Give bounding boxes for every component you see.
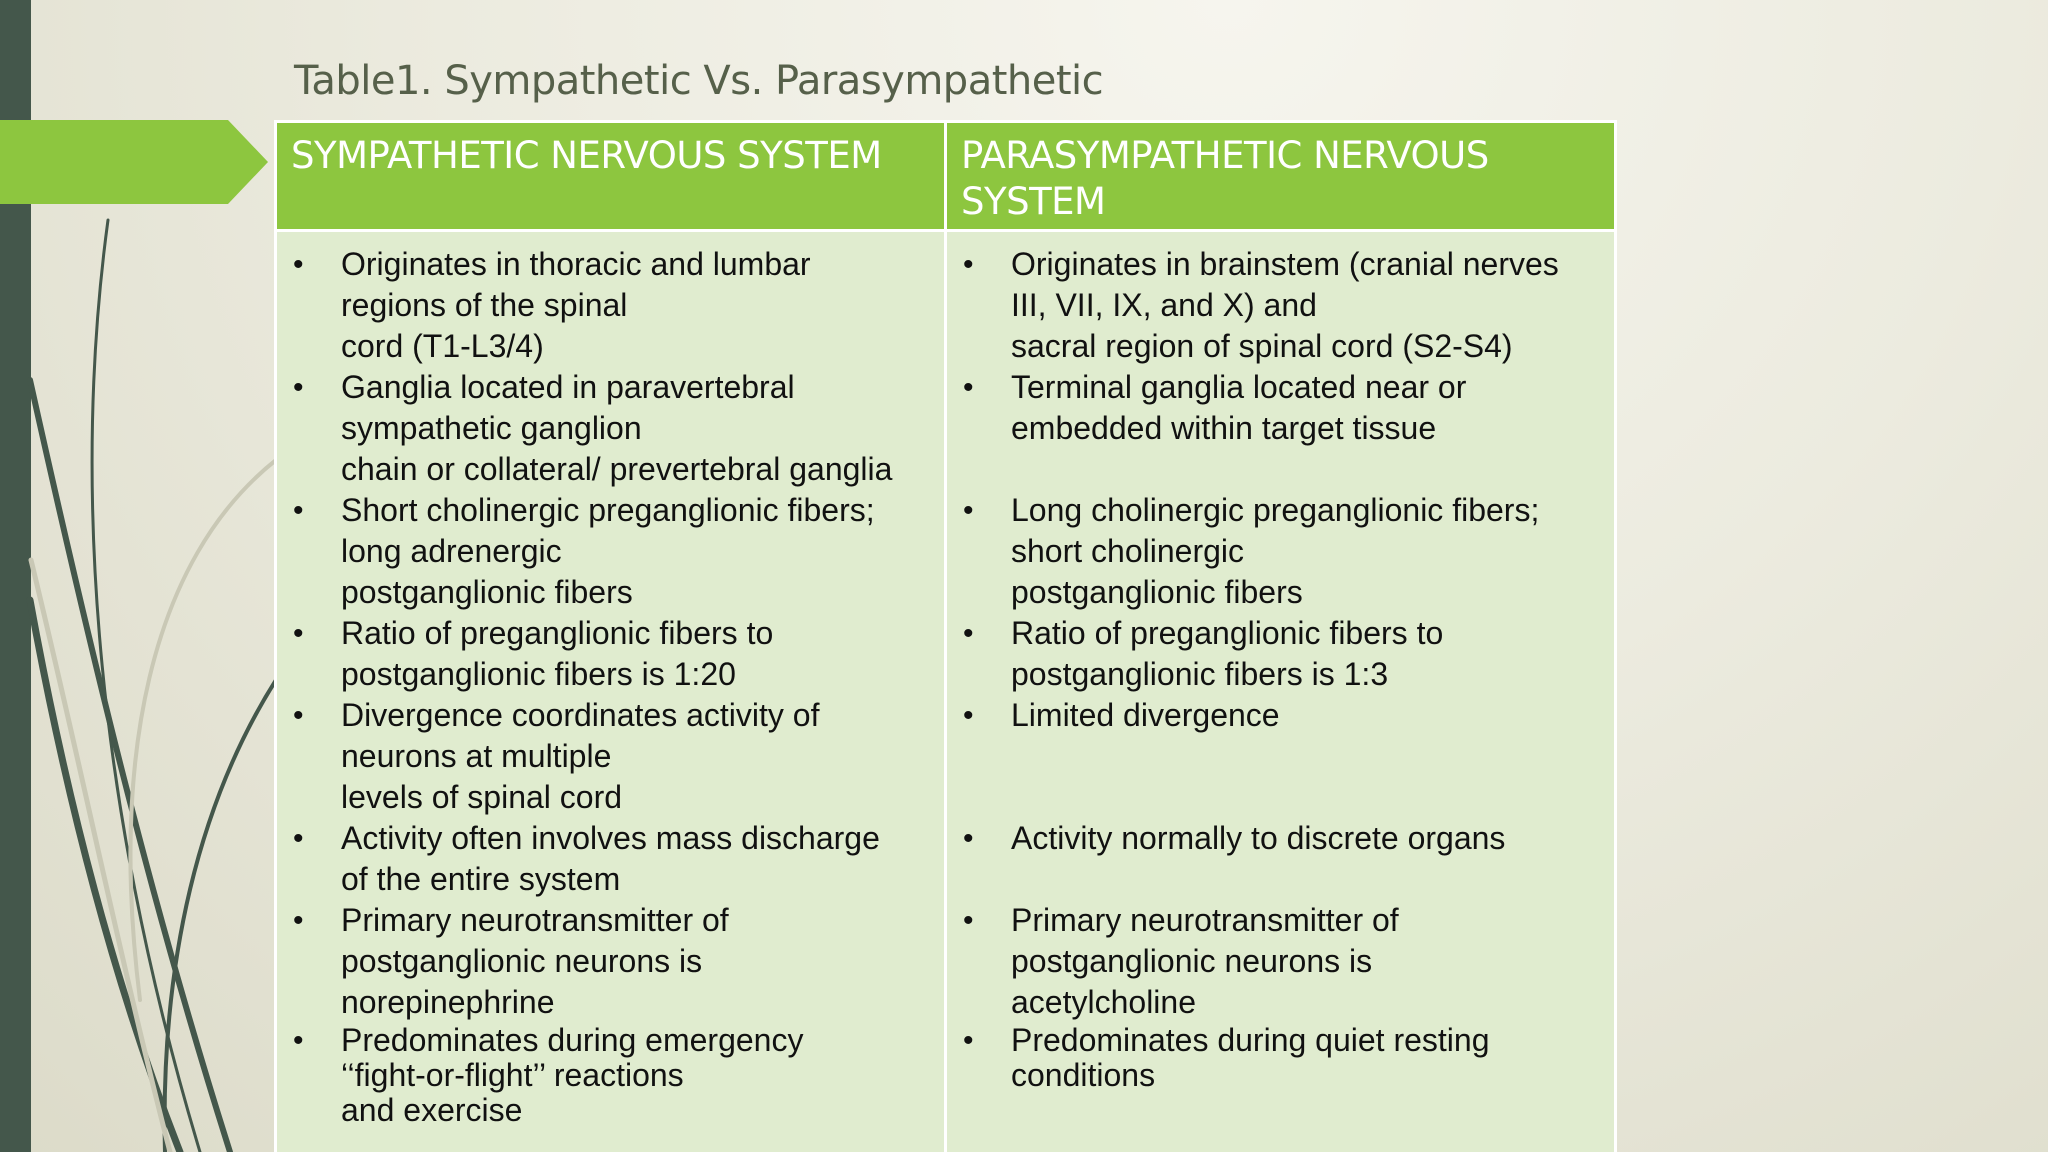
list-item-text: Ratio of preganglionic fibers to postganglionic fibers is 1:20: [341, 615, 774, 692]
bullet-icon: •: [963, 1024, 974, 1057]
parasympathetic-list: [959, 244, 1602, 1093]
bullet-icon: •: [293, 1024, 304, 1057]
bullet-icon: •: [963, 904, 974, 937]
list-item: [289, 900, 932, 1023]
list-item-text: Predominates during quiet resting conditions: [1011, 1022, 1490, 1093]
list-item: [959, 1023, 1602, 1093]
list-item-text: Ganglia located in paravertebral sympathetic ganglion chain or collateral/ prevertebral ganglia: [341, 369, 893, 487]
list-item-text: Terminal ganglia located near or embedded within target tissue: [1011, 369, 1467, 446]
list-item-text: Activity often involves mass discharge of the entire system: [341, 820, 880, 897]
grass-stroke: [30, 380, 230, 1152]
list-item: [959, 818, 1602, 859]
decorative-grass-strokes: [30, 220, 276, 1152]
bullet-icon: •: [293, 494, 304, 527]
list-item: [289, 818, 932, 900]
list-item: [289, 244, 932, 367]
list-item: [959, 490, 1602, 613]
bullet-icon: •: [963, 371, 974, 404]
list-item: [289, 490, 932, 613]
list-item-text: Primary neurotransmitter of postganglionic neurons is norepinephrine: [341, 902, 729, 1020]
list-item-text: Originates in brainstem (cranial nerves III, VII, IX, and X) and sacral region of spinal cord (S2-S4): [1011, 246, 1559, 364]
list-item: [959, 900, 1602, 1023]
list-item: [959, 613, 1602, 695]
bullet-icon: •: [963, 822, 974, 855]
header-sympathetic: [277, 123, 944, 229]
list-item: [959, 695, 1602, 736]
list-item-text: Ratio of preganglionic fibers to postganglionic fibers is 1:3: [1011, 615, 1444, 692]
list-item-text: Activity normally to discrete organs: [1011, 820, 1506, 856]
bullet-icon: •: [293, 699, 304, 732]
header-sympathetic-label: SYMPATHETIC NERVOUS SYSTEM: [291, 134, 882, 177]
list-item-text: Primary neurotransmitter of postganglionic neurons is acetylcholine: [1011, 902, 1399, 1020]
grass-stroke: [131, 460, 276, 1000]
bullet-icon: •: [963, 494, 974, 527]
list-item: [289, 367, 932, 490]
list-item-text: Limited divergence: [1011, 697, 1280, 733]
bullet-icon: •: [293, 248, 304, 281]
bullet-icon: •: [963, 248, 974, 281]
bullet-icon: •: [293, 822, 304, 855]
comparison-table: [274, 120, 1617, 1152]
sympathetic-list: [289, 244, 932, 1128]
bullet-icon: •: [963, 699, 974, 732]
list-item-text: Divergence coordinates activity of neurons at multiple levels of spinal cord: [341, 697, 820, 815]
bullet-icon: •: [293, 371, 304, 404]
list-item-text: Predominates during emergency ‘‘fight-or-flight’’ reactions and exercise: [341, 1022, 804, 1128]
list-item: [959, 244, 1602, 367]
bullet-icon: •: [293, 617, 304, 650]
grass-stroke: [165, 680, 276, 1152]
list-item-text: Originates in thoracic and lumbar regions of the spinal cord (T1-L3/4): [341, 246, 811, 364]
bullet-icon: •: [963, 617, 974, 650]
bullet-icon: •: [293, 904, 304, 937]
list-item: [289, 613, 932, 695]
header-parasympathetic: [947, 123, 1614, 229]
sympathetic-cell: [277, 232, 944, 1152]
parasympathetic-cell: [947, 232, 1614, 1152]
list-item-text: Long cholinergic preganglionic fibers; short cholinergic postganglionic fibers: [1011, 492, 1540, 610]
title-arrow-shape: [0, 120, 268, 204]
list-item: [289, 695, 932, 818]
list-item: [289, 1023, 932, 1128]
list-item: [959, 367, 1602, 449]
header-parasympathetic-label: PARASYMPATHETIC NERVOUS SYSTEM: [961, 134, 1489, 223]
list-item-text: Short cholinergic preganglionic fibers; long adrenergic postganglionic fibers: [341, 492, 875, 610]
slide-title: Table1. Sympathetic Vs. Parasympathetic: [294, 58, 1104, 104]
